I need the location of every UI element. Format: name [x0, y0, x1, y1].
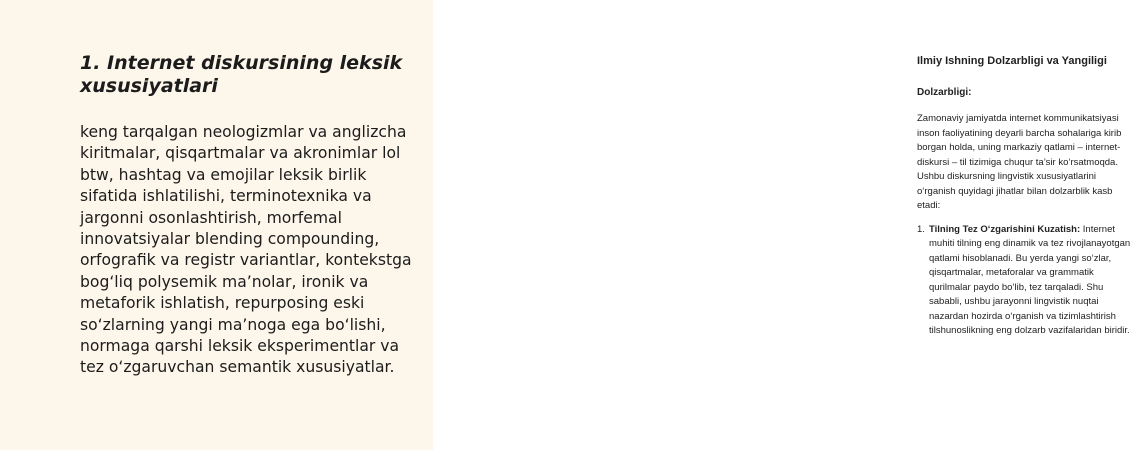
list-item — [917, 223, 1132, 339]
document-list — [917, 223, 1132, 339]
document-heading: Ilmiy Ishning Dolzarbligi va Yangiligi — [917, 55, 1107, 67]
list-item-label: Tilning Tez O‘zgarishini Kuzatish: — [929, 223, 1081, 235]
slide-text-panel — [0, 0, 433, 450]
slide-body-text: keng tarqalgan neologizmlar va anglizcha kiritmalar, qisqartmalar va akronimlar lol btw, hashtag va emojilar leksik birlik sifatida ishlatilishi, terminotexnika va jargonni osonlashtirish, morfemal innovatsiyalar blending compounding, orfografik va registr variantlar, kontekstga bog‘liq polysemik ma’nolar, ironik va metaforik ishlatish, repurposing eski so‘zlarning yangi ma’noga ega bo‘lishi, normaga qarshi leksik eksperimentlar va tez o‘zgaruvchan semantik xususiyatlar. — [80, 123, 412, 377]
document-panel — [433, 0, 1131, 450]
document-excerpt — [917, 54, 1132, 339]
list-item-number: 1. — [917, 223, 925, 235]
list-item-text: Internet muhiti tilning eng dinamik va tez rivojlanayotgan qatlami hisoblanadi. Bu yerda yangi so‘zlar, qisqartmalar, metaforalar va grammatik qurilmalar paydo bo‘lib, tez tarqaladi. Shu sababli, ushbu jarayonni lingvistik nuqtai nazardan hozirda o‘rganish va tizimlashtirish tilshunoslikning eng dolzarb vazifalaridan biridir. — [929, 223, 1131, 336]
document-subheading: Dolzarbligi: — [917, 87, 972, 98]
document-paragraph: Zamonaviy jamiyatda internet kommunikatsiyasi inson faoliyatining deyarli barcha sohalariga kirib borgan holda, uning markaziy qatlami – internet-diskursi – til tizimiga chuqur ta’sir ko‘rsatmoqda. Ushbu diskursning lingvistik xususiyatlarini o‘rganish quyidagi jihatlar bilan dolzarblik kasb etadi: — [917, 113, 1122, 211]
slide-title: 1. Internet diskursining leksik xususiyatlari — [80, 52, 403, 97]
list-item-body — [929, 223, 1132, 339]
